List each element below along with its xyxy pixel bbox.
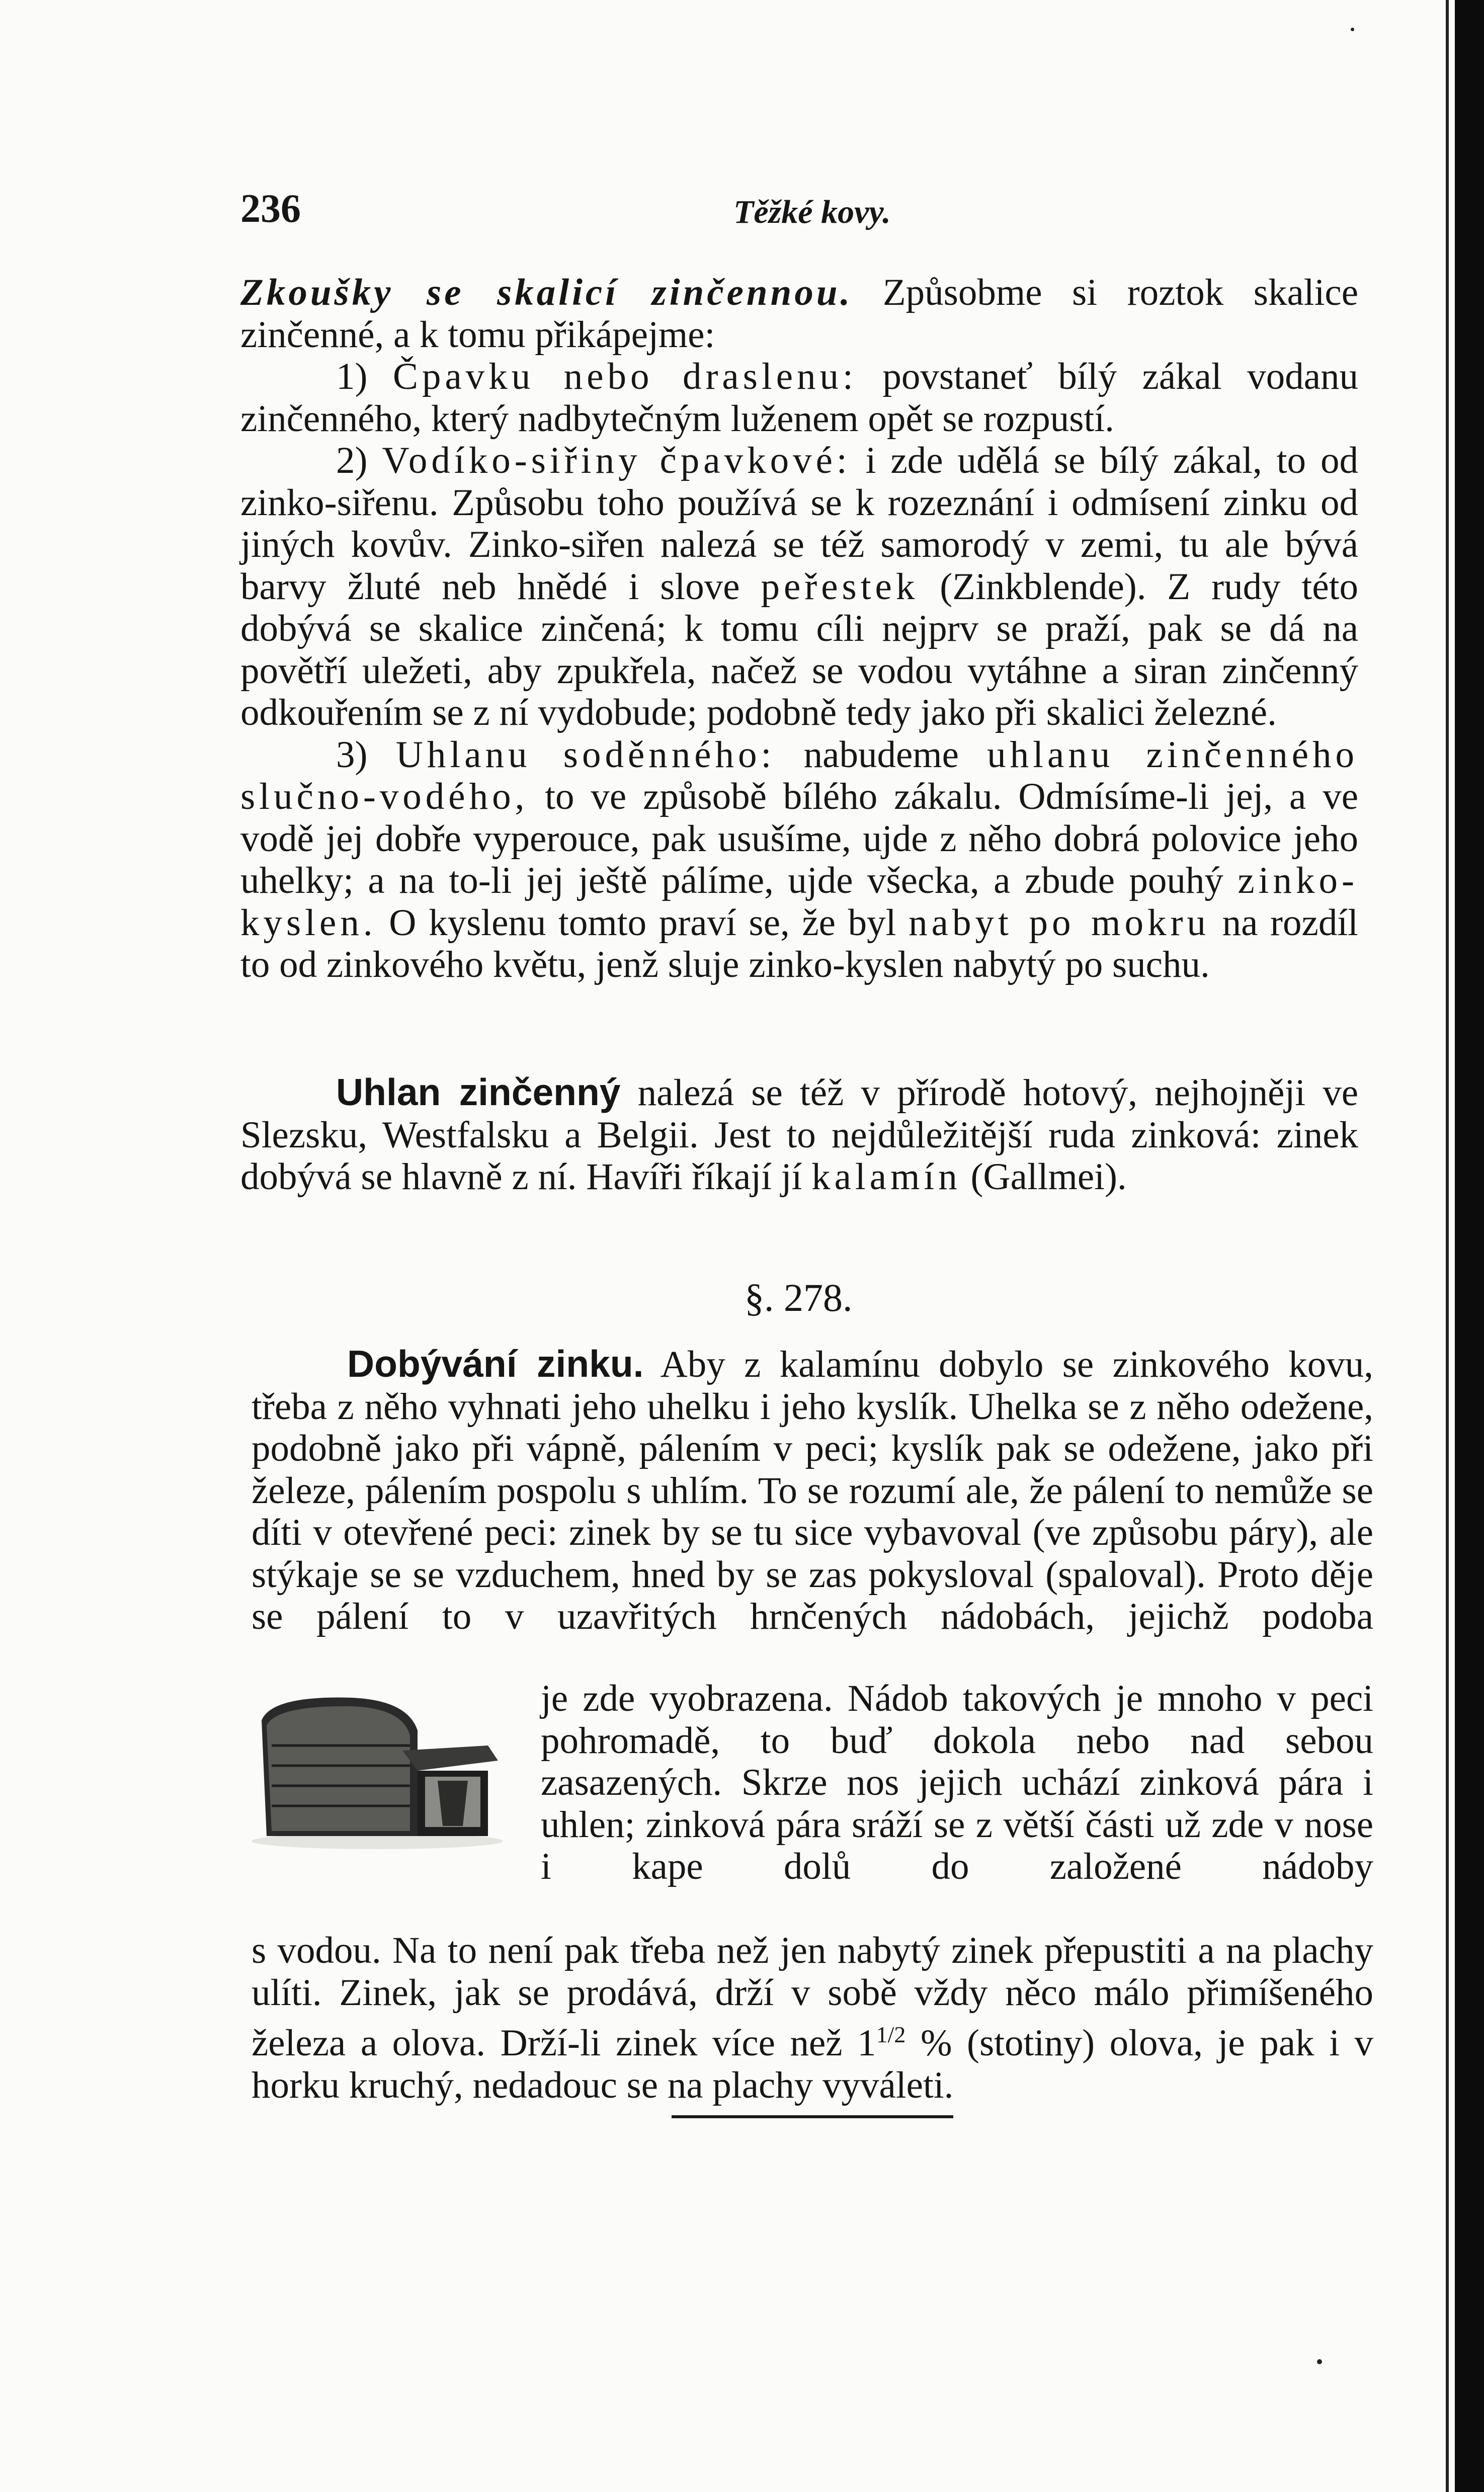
tests-heading: Zkoušky se skalicí zinčennou. (240, 272, 853, 313)
body-kalamin (240, 1071, 1358, 1198)
item-1-reagent: Čpavku nebo draslenu: (392, 356, 857, 397)
item-1: 1) Čpavku nebo draslenu: povstaneť bílý zákal vodanu zinčenného, který nadbytečným luženem opět se rozpustí. (240, 356, 1358, 440)
page-header (240, 186, 1392, 236)
term-perestek: peřestek (761, 565, 919, 608)
print-speck (1351, 28, 1354, 31)
term-po-mokru: nabyt po mokru (909, 901, 1210, 944)
item-3: 3) Uhlanu soděnného: nabudeme uhlanu zinčenného slučno-vodého, to ve způsobě bílého zákalu. Odmísíme-li jej, a ve vodě jej dobře vyperouce, pak usušíme, ujde z něho dobrá polovice jeho uhelky; a na to-li jej ještě pálíme, ujde všecka, a zbude pouhý zinko-kyslen. O kyslenu tomto praví se, že byl nabyt po mokru na rozdíl to od zinkového květu, jenž sluje zinko-kyslen nabytý po suchu. (240, 733, 1359, 985)
term-kalamin: kalamín (811, 1156, 961, 1198)
item-2-reagent: Vodíko-siřiny čpavkové: (382, 440, 851, 481)
print-speck (1317, 2359, 1322, 2364)
section-number: §. 278. (745, 1276, 853, 1319)
page-edge-shadow (1455, 0, 1484, 2492)
paragraph-uhlan: Uhlan zinčenný nalezá se též v přírodě hotový, nejhojněji ve Slezsku, Westfalsku a Belgii. Jest to nejdůležitější ruda zinková: zinek dobývá se hlavně z ní. Havíři říkají jí kalamín (Gallmei). (240, 1071, 1358, 1198)
fraction: 1/2 (876, 2022, 906, 2047)
item-2: 2) Vodíko-siřiny čpavkové: i zde udělá se bílý zákal, to od zinko-siřenu. Způsobu toho používá se k rozeznání i odmísení zinku od jiných kovův. Zinko-siřen nalezá se též samorodý v zemi, tu ale bývá barvy žluté neb hnědé i slove peřestek (Zinkblende). Z rudy této dobývá se skalice zinčená; k tomu cíli nejprv se praží, pak se dá na povětří uležeti, aby zpukřela, načež se vodou vytáhne a siran zinčenný odkouřením se z ní vydobude; podobně tedy jako při skalici železné. (240, 440, 1358, 733)
body-wrap-figure (541, 1678, 1373, 1888)
retort-vessel-icon (252, 1690, 533, 1851)
dobyvani-heading: Dobývání zinku. (347, 1343, 644, 1385)
paragraph-zinek: s vodou. Na to není pak třeba než jen nabytý zinek přepustiti a na plachy ulíti. Zinek, jak se prodává, drží v sobě vždy něco málo přimíšeného železa a olova. Drží-li zinek více než $1^{1/2}$ % (stotiny) olova, je pak i v horku kruchý, nedadouc se na plachy vyváleti. (252, 1930, 1373, 2106)
page-number: 236 (240, 187, 301, 231)
paragraph-tests: Zkoušky se skalicí zinčennou. Způsobme si roztok skalice zinčenné, a k tomu přikápejme: (240, 272, 1358, 356)
end-rule (672, 2115, 953, 2118)
body-dobyvani (252, 1343, 1373, 1638)
wrap-text: je zde vyobrazena. Nádob takových je mnoho v peci pohromadě, to buď dokola nebo nad sebou zasazených. Skrze nos jejich uchází zinková pára i uhlen; zinková pára sráží se z větší části už zde v nose i kape dolů do založené nádoby (541, 1678, 1373, 1887)
paragraph-dobyvani: Dobývání zinku. Aby z kalamínu dobylo se zinkového kovu, třeba z něho vyhnati jeho uhelku i jeho kyslík. Uhelka se z něho odežene, podobně jako při vápně, pálením v peci; kyslík pak se odežene, jako při železe, pálením pospolu s uhlím. To se rozumí ale, že pálení to nemůže se díti v otevřené peci: zinek by se tu sice vybavoval (ve způsobu páry), ale stýkaje se se vzduchem, hned by se zas pokysloval (spaloval). Proto děje se pálení to v uzavřitých hrnčených nádobách, jejichž podoba (252, 1343, 1373, 1637)
running-title: Těžké kovy. (733, 194, 891, 230)
body-upper (240, 272, 1358, 986)
term-uhlan: uhlanu zinčenného slučno-vodého, (240, 733, 1359, 817)
uhlan-heading: Uhlan zinčenný (336, 1071, 621, 1113)
retort-figure (252, 1690, 533, 1851)
item-3-reagent: Uhlanu soděnného: (395, 733, 776, 776)
body-lower (252, 1930, 1373, 2106)
term-zinko-kyslen: zinko-kyslen. (240, 860, 1358, 944)
